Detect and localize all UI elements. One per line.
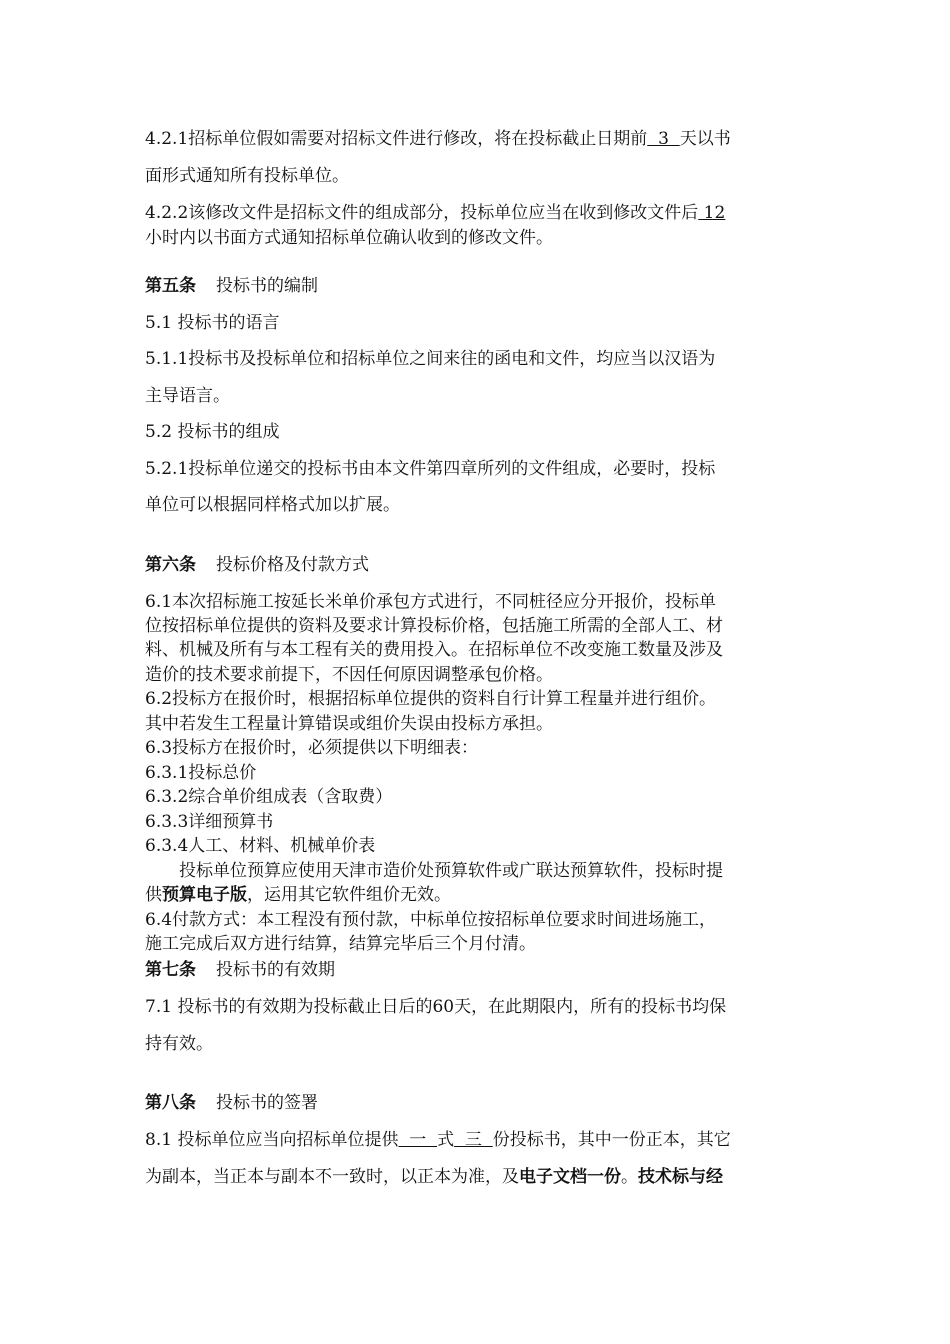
subheading-5-2: 5.2 投标书的组成: [145, 422, 280, 442]
blank-hours: 12: [698, 203, 726, 223]
text: 8.1 投标单位应当向招标单位提供: [145, 1130, 399, 1150]
section-8-heading: [145, 1091, 318, 1115]
section-label: 第七条: [145, 960, 196, 980]
section-label: 第六条: [145, 555, 196, 575]
blank-copies: 三: [454, 1130, 493, 1150]
subheading-5-1: 5.1 投标书的语言: [145, 313, 280, 333]
paragraph-7-1-line-2: 持有效。: [145, 1034, 213, 1054]
paragraph-4-2-2-line-2: 小时内以书面方式通知招标单位确认收到的修改文件。: [145, 228, 553, 248]
section-title: 投标书的编制: [216, 276, 318, 296]
text: ，运用其它软件组价无效。: [247, 885, 451, 905]
s6-line-6: 其中若发生工程量计算错误或组价失误由投标方承担。: [145, 714, 553, 734]
section-title: 投标价格及付款方式: [216, 555, 369, 575]
text: 式: [437, 1130, 455, 1150]
paragraph-5-2-1-line-2: 单位可以根据同样格式加以扩展。: [145, 495, 400, 515]
paragraph-5-2-1-line-1: 5.2.1投标单位递交的投标书由本文件第四章所列的文件组成，必要时，投标: [145, 459, 716, 479]
s6-line-4: 造价的技术要求前提下，不因任何原因调整承包价格。: [145, 665, 553, 685]
s6-line-10: 6.3.3详细预算书: [145, 812, 274, 832]
s6-line-13: [145, 883, 451, 907]
paragraph-8-1-line-1: [145, 1128, 731, 1152]
emphasis-text: 预算电子版: [162, 885, 247, 905]
section-5-heading: [145, 274, 318, 298]
s6-line-15: 施工完成后双方进行结算，结算完毕后三个月付清。: [145, 934, 536, 954]
section-label: 第八条: [145, 1093, 196, 1113]
paragraph-8-1-line-2: [145, 1165, 723, 1189]
s6-line-7: 6.3投标方在报价时，必须提供以下明细表：: [145, 738, 479, 758]
s6-line-14: 6.4付款方式：本工程没有预付款，中标单位按招标单位要求时间进场施工，: [145, 910, 717, 930]
section-title: 投标书的有效期: [216, 960, 335, 980]
s6-line-9: 6.3.2综合单价组成表（含取费）: [145, 787, 393, 807]
paragraph-4-2-1-line-2: 面形式通知所有投标单位。: [145, 166, 349, 186]
blank-days: 3: [647, 129, 680, 149]
s6-line-2: 位按招标单位提供的资料及要求计算投标价格，包括施工所需的全部人工、材: [145, 616, 723, 636]
paragraph-4-2-2-line-1: [145, 201, 725, 225]
s6-line-11: 6.3.4人工、材料、机械单价表: [145, 836, 376, 856]
s6-line-12: 投标单位预算应使用天津市造价处预算软件或广联达预算软件，投标时提: [179, 861, 723, 881]
s6-line-1: 6.1本次招标施工按延长米单价承包方式进行，不同桩径应分开报价，投标单: [145, 592, 717, 612]
section-6-heading: [145, 553, 369, 577]
section-7-heading: [145, 958, 335, 982]
text: 供: [145, 885, 162, 905]
paragraph-5-1-1-line-1: 5.1.1投标书及投标单位和招标单位之间来往的函电和文件，均应当以汉语为: [145, 349, 716, 369]
section-label: 第五条: [145, 276, 196, 296]
blank-sets: 一: [398, 1130, 438, 1150]
text: 天以书: [679, 129, 731, 149]
section-title: 投标书的签署: [216, 1093, 318, 1113]
s6-line-8: 6.3.1投标总价: [145, 763, 257, 783]
emphasis-text: 电子文档一份: [519, 1167, 621, 1187]
text: 为副本，当正本与副本不一致时，以正本为准，及: [145, 1167, 519, 1187]
paragraph-5-1-1-line-2: 主导语言。: [145, 386, 230, 406]
s6-line-5: 6.2投标方在报价时，根据招标单位提供的资料自行计算工程量并进行组价。: [145, 689, 717, 709]
text: 4.2.1招标单位假如需要对招标文件进行修改，将在投标截止日期前: [145, 129, 648, 149]
s6-line-3: 料、机械及所有与本工程有关的费用投入。在招标单位不改变施工数量及涉及: [145, 640, 723, 660]
emphasis-text: 技术标与经: [638, 1167, 723, 1187]
text: 4.2.2该修改文件是招标文件的组成部分，投标单位应当在收到修改文件后: [145, 203, 699, 223]
paragraph-4-2-1-line-1: [145, 127, 731, 151]
text: 份投标书，其中一份正本，其它: [492, 1130, 731, 1150]
text: 。: [621, 1167, 638, 1187]
paragraph-7-1-line-1: 7.1 投标书的有效期为投标截止日后的60天，在此期限内，所有的投标书均保: [145, 997, 727, 1017]
